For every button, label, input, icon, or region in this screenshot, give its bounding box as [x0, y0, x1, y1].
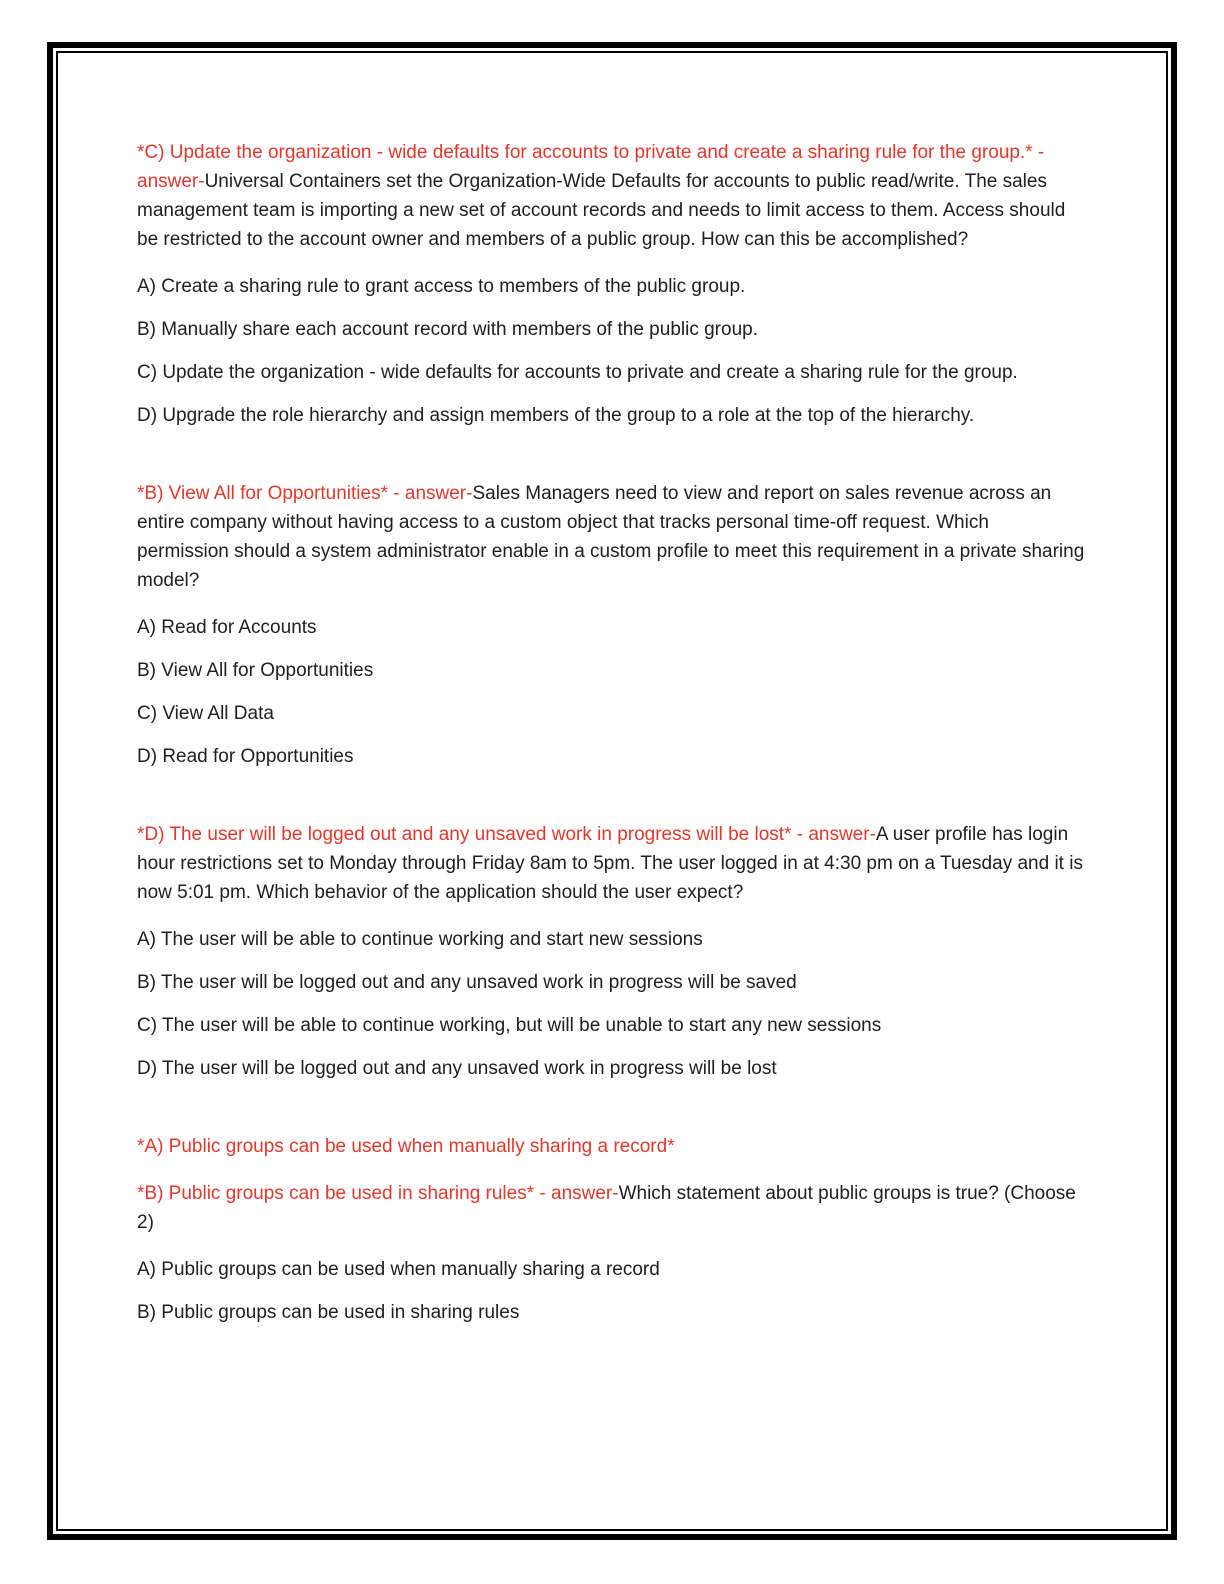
answer-text: *C) Update the organization - wide defaults for accounts to private and create a sharing rule for the group.* - answer-: [137, 142, 1045, 192]
question-block-4: [137, 1132, 1085, 1161]
answer-text: *A) Public groups can be used when manually sharing a record*: [137, 1136, 675, 1157]
option-d: D) Read for Opportunities: [137, 746, 354, 767]
answer-question-paragraph: [137, 138, 1085, 254]
option-a: A) The user will be able to continue working and start new sessions: [137, 929, 703, 950]
option-a: A) Create a sharing rule to grant access to members of the public group.: [137, 276, 746, 297]
question-text: Sales Managers need to view and report on sales revenue across an entire company without having access to a custom object that tracks personal time-off request. Which permission should a system administrator enable in a custom profile to meet this requirement in a private sharing model?: [137, 483, 1085, 591]
question-text: A user profile has login hour restrictions set to Monday through Friday 8am to 5pm. The user logged in at 4:30 pm on a Tuesday and it is now 5:01 pm. Which behavior of the application should the user expect?: [137, 824, 1083, 903]
option-c: C) The user will be able to continue working, but will be unable to start any new sessions: [137, 1015, 882, 1036]
question-block-1: [137, 138, 1085, 430]
answer-text: *B) View All for Opportunities* - answer-: [137, 483, 473, 504]
question-text: Universal Containers set the Organization-Wide Defaults for accounts to public read/write. The sales management team is importing a new set of account records and needs to limit access to them. Access should be restricted to the account owner and members of a public group. How can this be accomplished?: [137, 171, 1066, 250]
page-border-frame: [47, 42, 1177, 1540]
page-content: [53, 48, 1171, 1534]
option-b: B) View All for Opportunities: [137, 660, 374, 681]
answer-question-paragraph: [137, 820, 1085, 907]
option-d: D) The user will be logged out and any unsaved work in progress will be lost: [137, 1058, 777, 1079]
question-text: Which statement about public groups is true? (Choose 2): [137, 1183, 1076, 1233]
option-c: C) Update the organization - wide defaults for accounts to private and create a sharing rule for the group.: [137, 362, 1018, 383]
option-b: B) Public groups can be used in sharing rules: [137, 1302, 520, 1323]
answer-text: *B) Public groups can be used in sharing rules* - answer-: [137, 1183, 619, 1204]
option-b: B) The user will be logged out and any unsaved work in progress will be saved: [137, 972, 797, 993]
question-block-3: [137, 820, 1085, 1083]
answer-text: *D) The user will be logged out and any unsaved work in progress will be lost* - answer-: [137, 824, 876, 845]
question-block-2: [137, 479, 1085, 771]
option-b: B) Manually share each account record with members of the public group.: [137, 319, 758, 340]
answer-paragraph: [137, 1132, 1085, 1161]
option-a: A) Public groups can be used when manually sharing a record: [137, 1259, 660, 1280]
option-d: D) Upgrade the role hierarchy and assign members of the group to a role at the top of the hierarchy.: [137, 405, 975, 426]
answer-question-paragraph: [137, 1179, 1085, 1237]
answer-question-paragraph: [137, 479, 1085, 595]
option-c: C) View All Data: [137, 703, 274, 724]
option-a: A) Read for Accounts: [137, 617, 317, 638]
question-block-5: [137, 1179, 1085, 1327]
